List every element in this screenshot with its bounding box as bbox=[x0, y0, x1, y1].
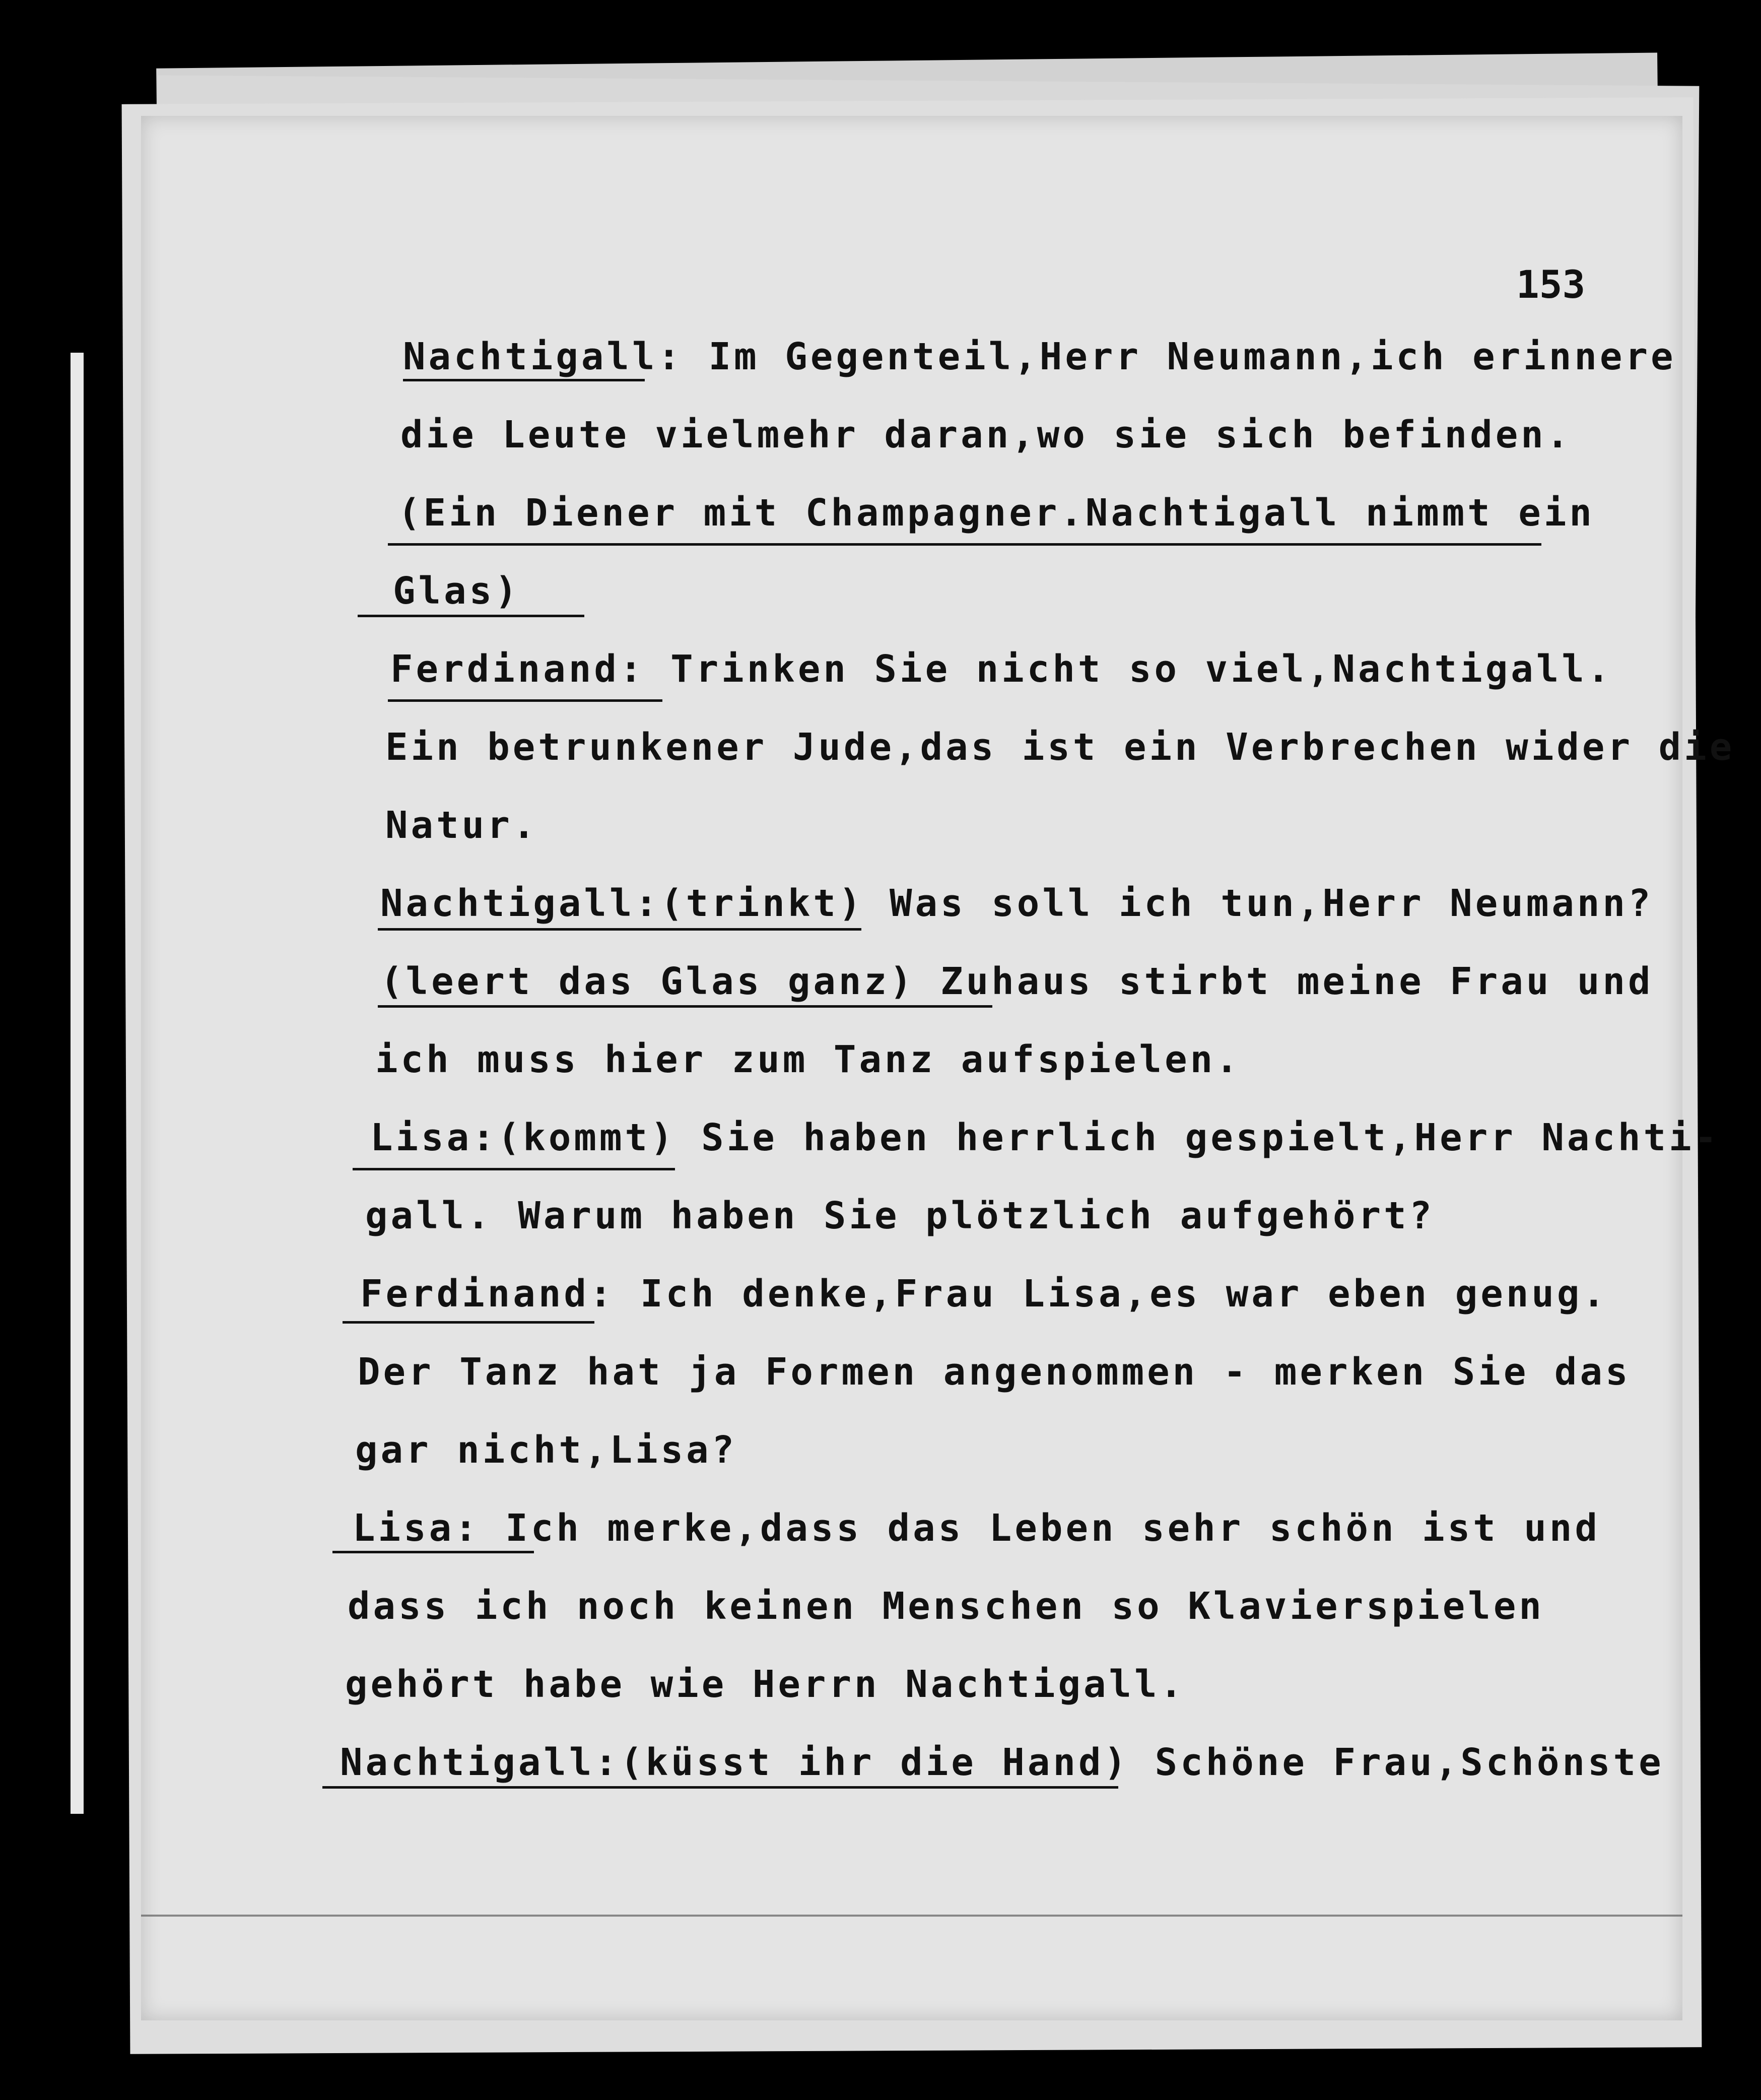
text-line: Nachtigall: Im Gegenteil,Herr Neumann,ich erinnere bbox=[403, 335, 1676, 378]
text-line: Ferdinand: Trinken Sie nicht so viel,Nachtigall. bbox=[390, 647, 1613, 691]
text-line: (Ein Diener mit Champagner.Nachtigall nimmt ein bbox=[398, 491, 1595, 535]
text-line: Lisa: Ich merke,dass das Leben sehr schön ist und bbox=[353, 1506, 1601, 1550]
fold-line bbox=[141, 1915, 1682, 1917]
underline bbox=[353, 1168, 675, 1170]
underline bbox=[358, 615, 584, 617]
text-line: Der Tanz hat ja Formen angenommen - merken Sie das bbox=[358, 1350, 1631, 1394]
underline bbox=[332, 1551, 534, 1553]
text-line: Nachtigall:(trinkt) Was soll ich tun,Herr Neumann? bbox=[380, 882, 1654, 925]
text-line: dass ich noch keinen Menschen so Klavierspielen bbox=[348, 1585, 1544, 1628]
text-line: Glas) bbox=[393, 569, 520, 613]
underline bbox=[343, 1321, 594, 1324]
underline bbox=[378, 928, 861, 931]
underline bbox=[388, 699, 662, 702]
text-line: (leert das Glas ganz) Zuhaus stirbt meine Frau und bbox=[380, 960, 1654, 1003]
text-line: gall. Warum haben Sie plötzlich aufgehört? bbox=[365, 1194, 1435, 1237]
text-line: Ferdinand: Ich denke,Frau Lisa,es war eben genug. bbox=[360, 1272, 1608, 1316]
text-line: ich muss hier zum Tanz aufspielen. bbox=[375, 1038, 1241, 1081]
text-line: gehört habe wie Herrn Nachtigall. bbox=[345, 1663, 1186, 1706]
underline bbox=[322, 1786, 1118, 1789]
underline bbox=[378, 1005, 992, 1008]
page-edge bbox=[71, 353, 84, 1814]
text-line: Nachtigall:(küsst ihr die Hand) Schöne Frau,Schönste bbox=[340, 1741, 1664, 1784]
text-line: gar nicht,Lisa? bbox=[355, 1428, 737, 1472]
page-number: 153 bbox=[1516, 262, 1586, 307]
underline bbox=[403, 379, 645, 381]
text-line: die Leute vielmehr daran,wo sie sich befinden. bbox=[400, 413, 1572, 456]
text-line: Lisa:(kommt) Sie haben herrlich gespielt,Herr Nachti- bbox=[370, 1116, 1720, 1159]
text-line: Ein betrunkener Jude,das ist ein Verbrechen wider die bbox=[385, 726, 1735, 769]
underline bbox=[388, 543, 1541, 546]
text-line: Natur. bbox=[385, 804, 538, 847]
